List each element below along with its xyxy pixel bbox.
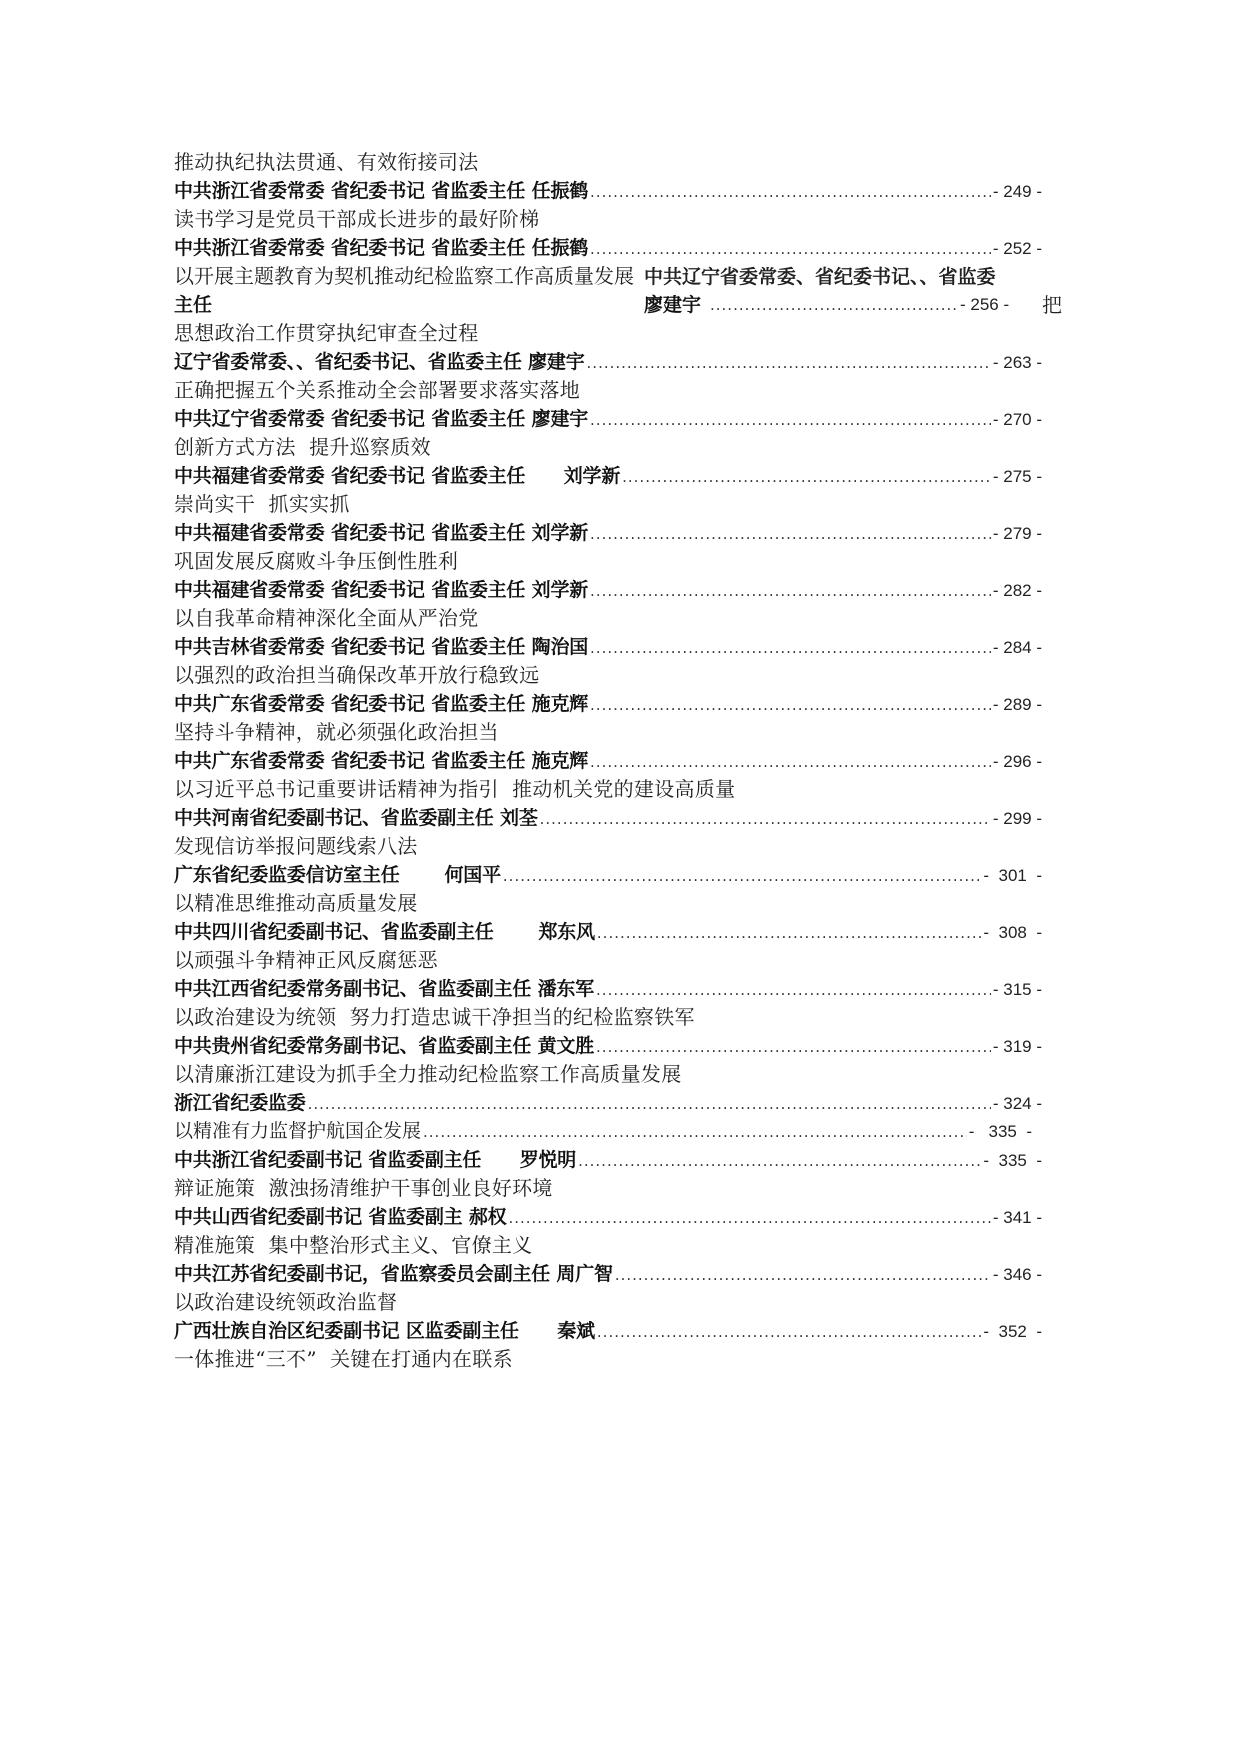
toc-author-line[interactable] <box>174 1146 1042 1175</box>
toc-author: 浙江省纪委监委 <box>174 1091 306 1114</box>
toc-author-line[interactable] <box>174 462 1042 491</box>
toc-title: 辩证施策 激浊扬清维护干事创业良好环境 <box>174 1176 553 1200</box>
toc-title-with-page[interactable] <box>174 1117 1032 1146</box>
toc-title: 推动执纪执法贯通、有效衔接司法 <box>174 150 479 174</box>
toc-author-line[interactable] <box>174 1089 1042 1118</box>
toc-title: 以精准思维推动高质量发展 <box>174 891 418 915</box>
dot-leader <box>587 349 991 378</box>
toc-author: 中共浙江省委常委 省纪委书记 省监委主任 任振鹤 <box>174 179 589 202</box>
toc-author: 中共江西省纪委常务副书记、省监委副主任 潘东军 <box>174 977 595 1000</box>
toc-author: 中共河南省纪委副书记、省监委副主任 刘荃 <box>174 806 538 829</box>
toc-page-number: - 352 - <box>983 1321 1042 1341</box>
toc-page-number: - 252 - <box>992 238 1042 258</box>
dot-leader <box>596 1033 991 1062</box>
toc-page-number: - 319 - <box>992 1036 1042 1056</box>
dot-leader <box>710 291 958 320</box>
toc-page-number: - 263 - <box>992 352 1042 372</box>
toc-author-line[interactable] <box>174 861 1042 890</box>
toc-title: 发现信访举报问题线索八法 <box>174 834 418 858</box>
toc-title: 创新方式方法 提升巡察质效 <box>174 435 431 459</box>
toc-page-number: - 296 - <box>992 751 1042 771</box>
dot-leader <box>503 862 982 891</box>
toc-title: 以政治建设为统领 努力打造忠诚干净担当的纪检监察铁军 <box>174 1005 695 1029</box>
toc-title: 读书学习是党员干部成长进步的最好阶梯 <box>174 207 540 231</box>
dot-leader <box>597 1318 982 1347</box>
toc-author: 中共四川省纪委副书记、省监委副主任 郑东风 <box>174 920 595 943</box>
toc-author: 中共浙江省纪委副书记 省监委副主任 罗悦明 <box>174 1148 577 1171</box>
toc-author-line[interactable] <box>174 234 1042 263</box>
toc-page-number: - 324 - <box>992 1093 1042 1113</box>
toc-author-line[interactable] <box>174 918 1042 947</box>
toc-title: 坚持斗争精神，就必须强化政治担当 <box>174 720 499 744</box>
toc-page-number: - 284 - <box>992 637 1042 657</box>
dot-leader <box>308 1090 991 1119</box>
dot-leader <box>596 976 991 1005</box>
toc-page-number: - 341 - <box>992 1207 1042 1227</box>
toc-author: 中共吉林省委常委 省纪委书记 省监委主任 陶治国 <box>174 635 589 658</box>
toc-author: 中共福建省委常委 省纪委书记 省监委主任 刘学新 <box>174 521 589 544</box>
dot-leader <box>590 748 991 777</box>
toc-page-number: - 279 - <box>992 523 1042 543</box>
toc-author-tail: 主任 <box>174 293 213 316</box>
toc-title: 思想政治工作贯穿执纪审查全过程 <box>174 321 479 345</box>
toc-title <box>174 262 1084 291</box>
toc-page-number: - 335 - <box>983 1150 1042 1170</box>
dot-leader <box>590 691 991 720</box>
dot-leader <box>622 463 991 492</box>
toc-author-line[interactable] <box>174 804 1042 833</box>
dot-leader <box>590 235 991 264</box>
toc-page-number: - 315 - <box>992 979 1042 999</box>
toc-page-number: - 308 - <box>983 922 1042 942</box>
dot-leader <box>590 178 991 207</box>
toc-title: 正确把握五个关系推动全会部署要求落实落地 <box>174 378 580 402</box>
toc-page-number: - 282 - <box>992 580 1042 600</box>
toc-page-number: - 299 - <box>992 808 1042 828</box>
toc-page-number: - 249 - <box>992 181 1042 201</box>
dot-leader <box>590 634 991 663</box>
toc-author-name: 廖建宇 <box>644 293 702 316</box>
toc-author-head: 中共辽宁省委常委、省纪委书记、、省监委 <box>644 266 996 288</box>
toc-author-line[interactable] <box>174 519 1042 548</box>
toc-author: 辽宁省委常委、、省纪委书记、省监委主任 廖建宇 <box>174 350 585 373</box>
toc-author-line[interactable] <box>174 1032 1042 1061</box>
toc-page-number: - 275 - <box>992 466 1042 486</box>
toc-page-number: - 289 - <box>992 694 1042 714</box>
dot-leader <box>590 520 991 549</box>
dot-leader <box>615 1261 991 1290</box>
toc-page-number: - 256 - <box>960 294 1010 314</box>
toc-author-line[interactable] <box>174 291 1084 320</box>
toc-author-line[interactable] <box>174 348 1042 377</box>
toc-title: 以政治建设统领政治监督 <box>174 1290 398 1314</box>
toc-author-line[interactable] <box>174 633 1042 662</box>
toc-author: 中共广东省委常委 省纪委书记 省监委主任 施克辉 <box>174 749 589 772</box>
dot-leader <box>508 1204 990 1233</box>
toc-author-line[interactable] <box>174 747 1042 776</box>
toc-author-line[interactable] <box>174 1317 1042 1346</box>
toc-title: 崇尚实干 抓实实抓 <box>174 492 350 516</box>
toc-title: 以习近平总书记重要讲话精神为指引 推动机关党的建设高质量 <box>174 777 736 801</box>
toc-author: 广东省纪委监委信访室主任 何国平 <box>174 863 501 886</box>
dot-leader <box>590 406 991 435</box>
toc-title: 以顽强斗争精神正风反腐惩恶 <box>174 948 438 972</box>
toc-author: 中共福建省委常委 省纪委书记 省监委主任 刘学新 <box>174 578 589 601</box>
table-of-contents <box>174 148 1084 1374</box>
toc-title: 以清廉浙江建设为抓手全力推动纪检监察工作高质量发展 <box>174 1062 682 1086</box>
toc-author: 广西壮族自治区纪委副书记 区监委副主任 秦斌 <box>174 1319 595 1342</box>
toc-page-number: - 270 - <box>992 409 1042 429</box>
toc-title: 以自我革命精神深化全面从严治党 <box>174 606 479 630</box>
dot-leader <box>590 577 991 606</box>
toc-author: 中共福建省委常委 省纪委书记 省监委主任 刘学新 <box>174 464 621 487</box>
toc-title: 以精准有力监督护航国企发展 <box>174 1120 422 1142</box>
toc-author-line[interactable] <box>174 690 1042 719</box>
toc-author-line[interactable] <box>174 1260 1042 1289</box>
dot-leader <box>423 1118 967 1147</box>
toc-page-number: - 335 - <box>968 1122 1032 1141</box>
dot-leader <box>540 805 991 834</box>
toc-author: 中共江苏省纪委副书记，省监察委员会副主任 周广智 <box>174 1262 613 1285</box>
toc-page-number: - 346 - <box>992 1264 1042 1284</box>
toc-page-number: - 301 - <box>983 865 1042 885</box>
toc-author: 中共广东省委常委 省纪委书记 省监委主任 施克辉 <box>174 692 589 715</box>
toc-author-line[interactable] <box>174 177 1042 206</box>
toc-author: 中共贵州省纪委常务副书记、省监委副主任 黄文胜 <box>174 1034 595 1057</box>
toc-title: 以强烈的政治担当确保改革开放行稳致远 <box>174 663 540 687</box>
toc-author: 中共山西省纪委副书记 省监委副主 郝权 <box>174 1205 507 1228</box>
toc-title: 巩固发展反腐败斗争压倒性胜利 <box>174 549 459 573</box>
toc-author-line[interactable] <box>174 405 1042 434</box>
toc-author: 中共浙江省委常委 省纪委书记 省监委主任 任振鹤 <box>174 236 589 259</box>
toc-author-line[interactable] <box>174 1203 1042 1232</box>
toc-title: 一体推进“三不” 关键在打通内在联系 <box>174 1347 513 1371</box>
toc-next-title-head: 把 <box>1042 292 1062 317</box>
dot-leader <box>597 919 982 948</box>
toc-author: 中共辽宁省委常委 省纪委书记 省监委主任 廖建宇 <box>174 407 589 430</box>
toc-author-line[interactable] <box>174 576 1042 605</box>
toc-title-text: 以开展主题教育为契机推动纪检监察工作高质量发展 <box>174 264 634 288</box>
toc-author-line[interactable] <box>174 975 1042 1004</box>
toc-title: 精准施策 集中整治形式主义、官僚主义 <box>174 1233 533 1257</box>
dot-leader <box>578 1147 981 1176</box>
